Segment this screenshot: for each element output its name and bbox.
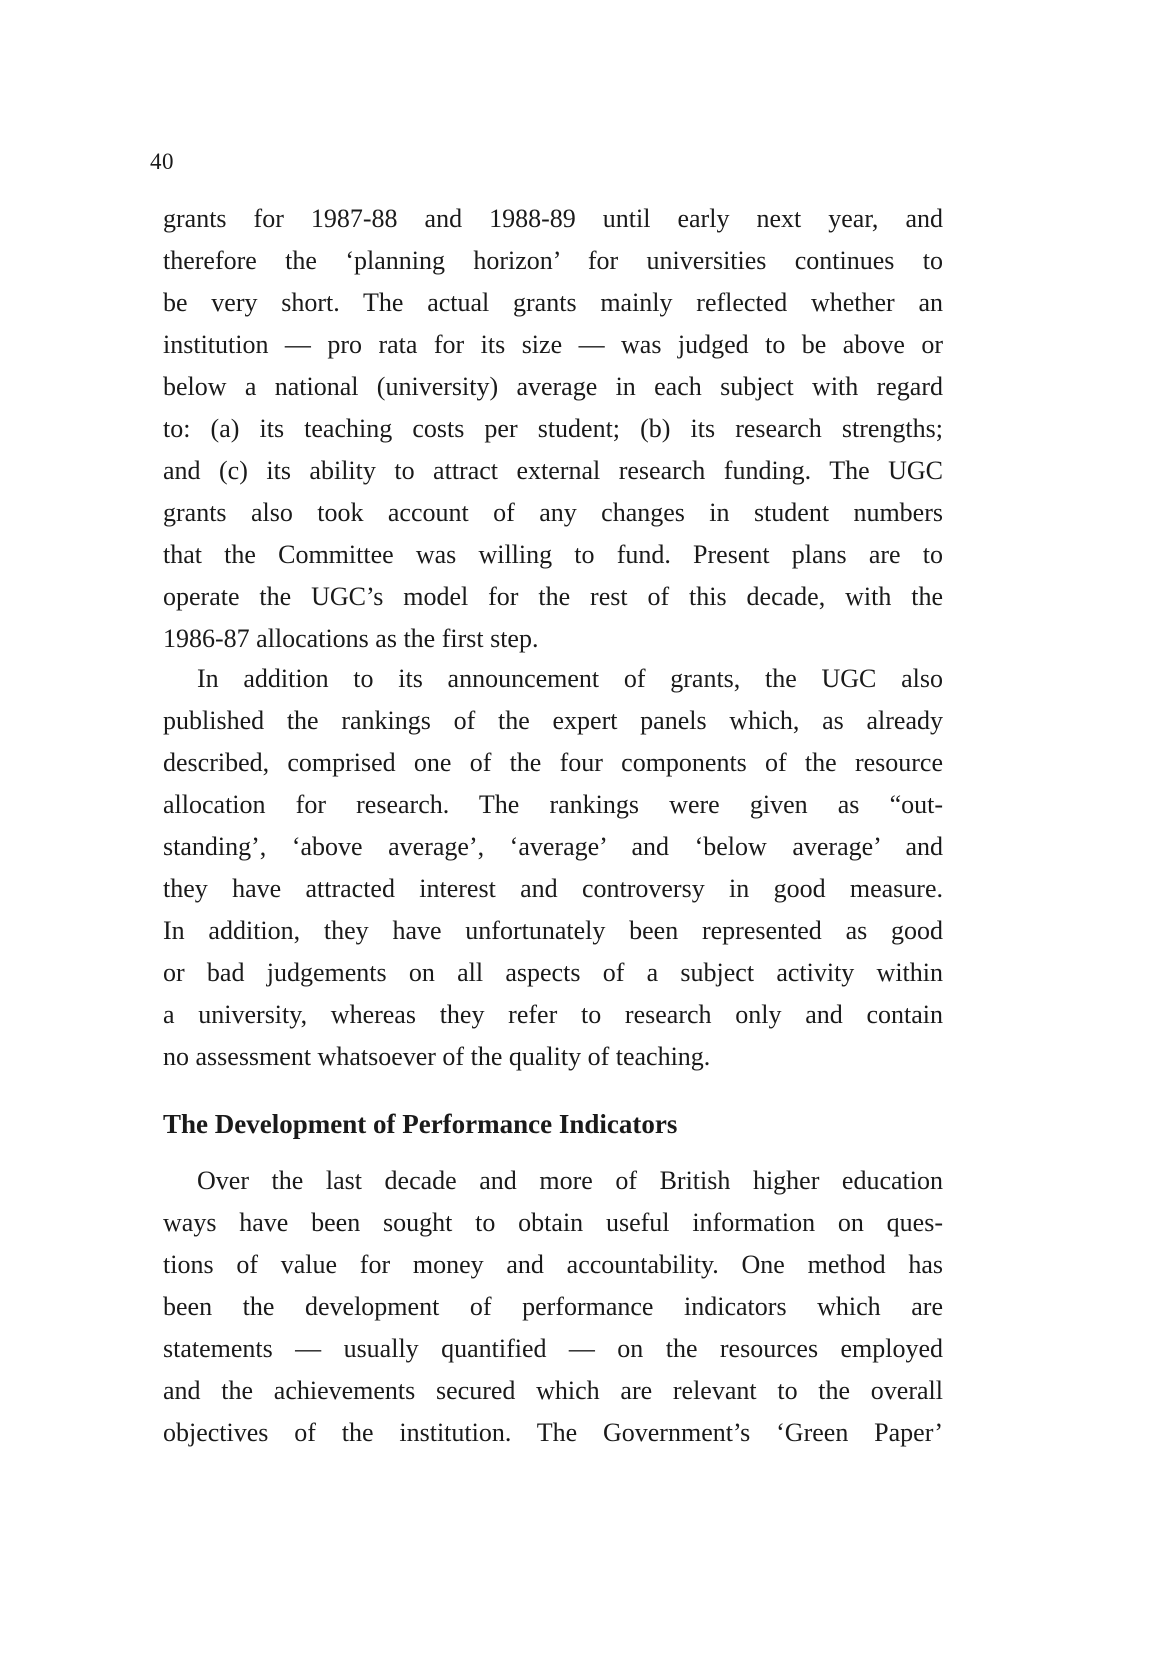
- paragraph-line: that the Committee was willing to fund. Present plans are to: [163, 540, 943, 569]
- paragraph-line: a university, whereas they refer to research only and contain: [163, 1000, 943, 1029]
- paragraph-line: and (c) its ability to attract external research funding. The UGC: [163, 456, 943, 485]
- paragraph-line: been the development of performance indicators which are: [163, 1292, 943, 1321]
- paragraph-line: grants for 1987-88 and 1988-89 until early next year, and: [163, 204, 943, 233]
- paragraph-2: [163, 658, 943, 1078]
- paragraph-3: [163, 1160, 943, 1454]
- paragraph-line: to: (a) its teaching costs per student; (b) its research strengths;: [163, 414, 943, 443]
- paragraph-line: tions of value for money and accountability. One method has: [163, 1250, 943, 1279]
- paragraph-line: objectives of the institution. The Government’s ‘Green Paper’: [163, 1418, 943, 1447]
- paragraph-line: or bad judgements on all aspects of a subject activity within: [163, 958, 943, 987]
- paragraph-line: therefore the ‘planning horizon’ for universities continues to: [163, 246, 943, 275]
- paragraph-line: published the rankings of the expert panels which, as already: [163, 706, 943, 735]
- paragraph-line: In addition to its announcement of grants, the UGC also: [197, 664, 943, 693]
- paragraph-line: ways have been sought to obtain useful information on ques-: [163, 1208, 943, 1237]
- paragraph-line: statements — usually quantified — on the resources employed: [163, 1334, 943, 1363]
- paragraph-line: institution — pro rata for its size — was judged to be above or: [163, 330, 943, 359]
- paragraph-line: described, comprised one of the four components of the resource: [163, 748, 943, 777]
- paragraph-line: they have attracted interest and controversy in good measure.: [163, 874, 943, 903]
- paragraph-line: below a national (university) average in each subject with regard: [163, 372, 943, 401]
- paragraph-line: be very short. The actual grants mainly reflected whether an: [163, 288, 943, 317]
- paragraph-line: 1986-87 allocations as the first step.: [163, 624, 539, 653]
- paragraph-line: grants also took account of any changes in student numbers: [163, 498, 943, 527]
- paragraph-1: [163, 198, 943, 660]
- paragraph-line: operate the UGC’s model for the rest of this decade, with the: [163, 582, 943, 611]
- paragraph-line: In addition, they have unfortunately been represented as good: [163, 916, 943, 945]
- paragraph-line: standing’, ‘above average’, ‘average’ and ‘below average’ and: [163, 832, 943, 861]
- paragraph-line: and the achievements secured which are relevant to the overall: [163, 1376, 943, 1405]
- paragraph-line: allocation for research. The rankings were given as “out-: [163, 790, 943, 819]
- paragraph-line: Over the last decade and more of British higher education: [197, 1166, 943, 1195]
- page-number: 40: [150, 149, 174, 174]
- paragraph-line: no assessment whatsoever of the quality of teaching.: [163, 1042, 711, 1071]
- section-heading: The Development of Performance Indicators: [163, 1109, 678, 1139]
